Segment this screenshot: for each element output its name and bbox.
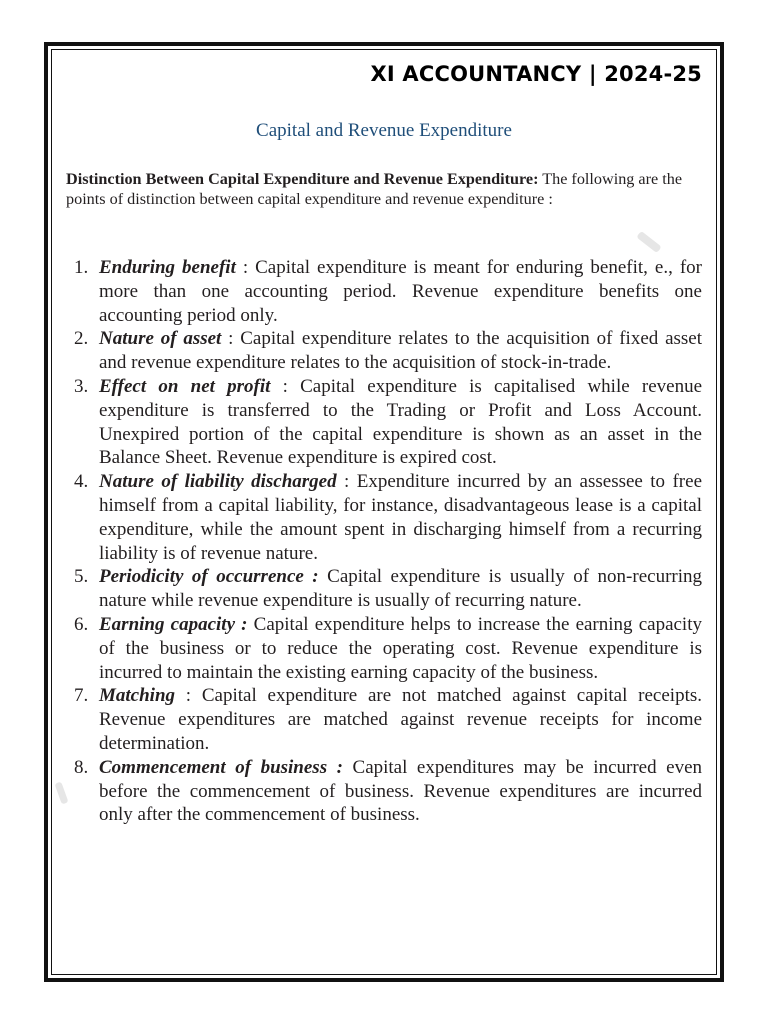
list-item: [66, 470, 702, 565]
list-item: [66, 756, 702, 827]
item-term: Matching: [99, 685, 176, 707]
list-item: [66, 256, 702, 327]
item-number: 7.: [74, 685, 89, 707]
item-separator: [319, 566, 328, 587]
item-number: 1.: [74, 257, 89, 278]
item-separator: :: [336, 471, 357, 493]
item-separator: :: [270, 375, 301, 397]
item-text: Capital expenditure are not matched against capital receipts. Revenue expenditures are matched against revenue receipts for income determination.: [99, 685, 703, 754]
item-number: 8.: [74, 756, 89, 778]
item-text: Capital expenditure is capitalised while revenue expenditure is transferred to the Trading or Profit and Loss Account. Unexpired portion of the capital expenditure is shown as an asset in the Balance Sheet. Revenue expenditure is expired cost.: [99, 375, 703, 469]
page-header: XI ACCOUNTANCY | 2024-25: [370, 62, 702, 86]
item-text: Capital expenditures may be incurred even before the commencement of business. Revenue expenditures are incurred only after the commencement of business.: [99, 756, 702, 826]
list-item: [66, 613, 702, 684]
item-text: Capital expenditure is meant for enduring benefit, e., for more than one accounting period. Revenue expenditure benefits one accounting period only.: [99, 257, 702, 326]
item-separator: :: [221, 328, 241, 350]
list-item: [66, 327, 702, 375]
intro-text: The following are the points of distinction between capital expenditure and revenue expenditure :: [66, 170, 683, 208]
list-item: [66, 684, 702, 755]
item-number: 5.: [74, 566, 89, 588]
item-text: Capital expenditure relates to the acquisition of fixed asset and revenue expenditure relates to the acquisition of stock-in-trade.: [99, 328, 703, 374]
item-number: 2.: [74, 328, 89, 350]
intro-heading: Distinction Between Capital Expenditure and Revenue Expenditure:: [66, 170, 539, 188]
item-term: Enduring benefit: [99, 257, 236, 278]
item-term: Periodicity of occurrence :: [99, 566, 319, 588]
item-term: Commencement of business :: [99, 756, 343, 778]
item-text: Expenditure incurred by an assessee to free himself from a capital liability, for instance, disadvantageous lease is a capital expenditure, while the amount spent in discharging himself from a recurring liability is of revenue nature.: [99, 471, 703, 564]
item-term: Nature of asset: [99, 328, 222, 350]
distinction-list: [66, 256, 702, 827]
list-item: [66, 565, 702, 613]
document-title: Capital and Revenue Expenditure: [256, 120, 512, 141]
list-item: [66, 375, 702, 470]
intro-paragraph: [66, 170, 702, 209]
item-term: Effect on net profit: [99, 375, 271, 397]
item-number: 4.: [74, 471, 89, 493]
item-number: 6.: [74, 613, 89, 635]
item-text: Capital expenditure helps to increase the earning capacity of the business or to reduce the operating cost. Revenue expenditure is incurred to maintain the existing earning capacity of the business.: [99, 613, 702, 683]
item-separator: [343, 757, 353, 778]
item-term: Nature of liability discharged: [99, 471, 337, 493]
item-term: Earning capacity :: [99, 613, 248, 635]
item-separator: :: [175, 685, 202, 707]
item-number: 3.: [74, 375, 89, 397]
item-text: Capital expenditure is usually of non-recurring nature while revenue expenditure is usually of recurring nature.: [99, 566, 703, 612]
item-separator: :: [235, 257, 256, 278]
